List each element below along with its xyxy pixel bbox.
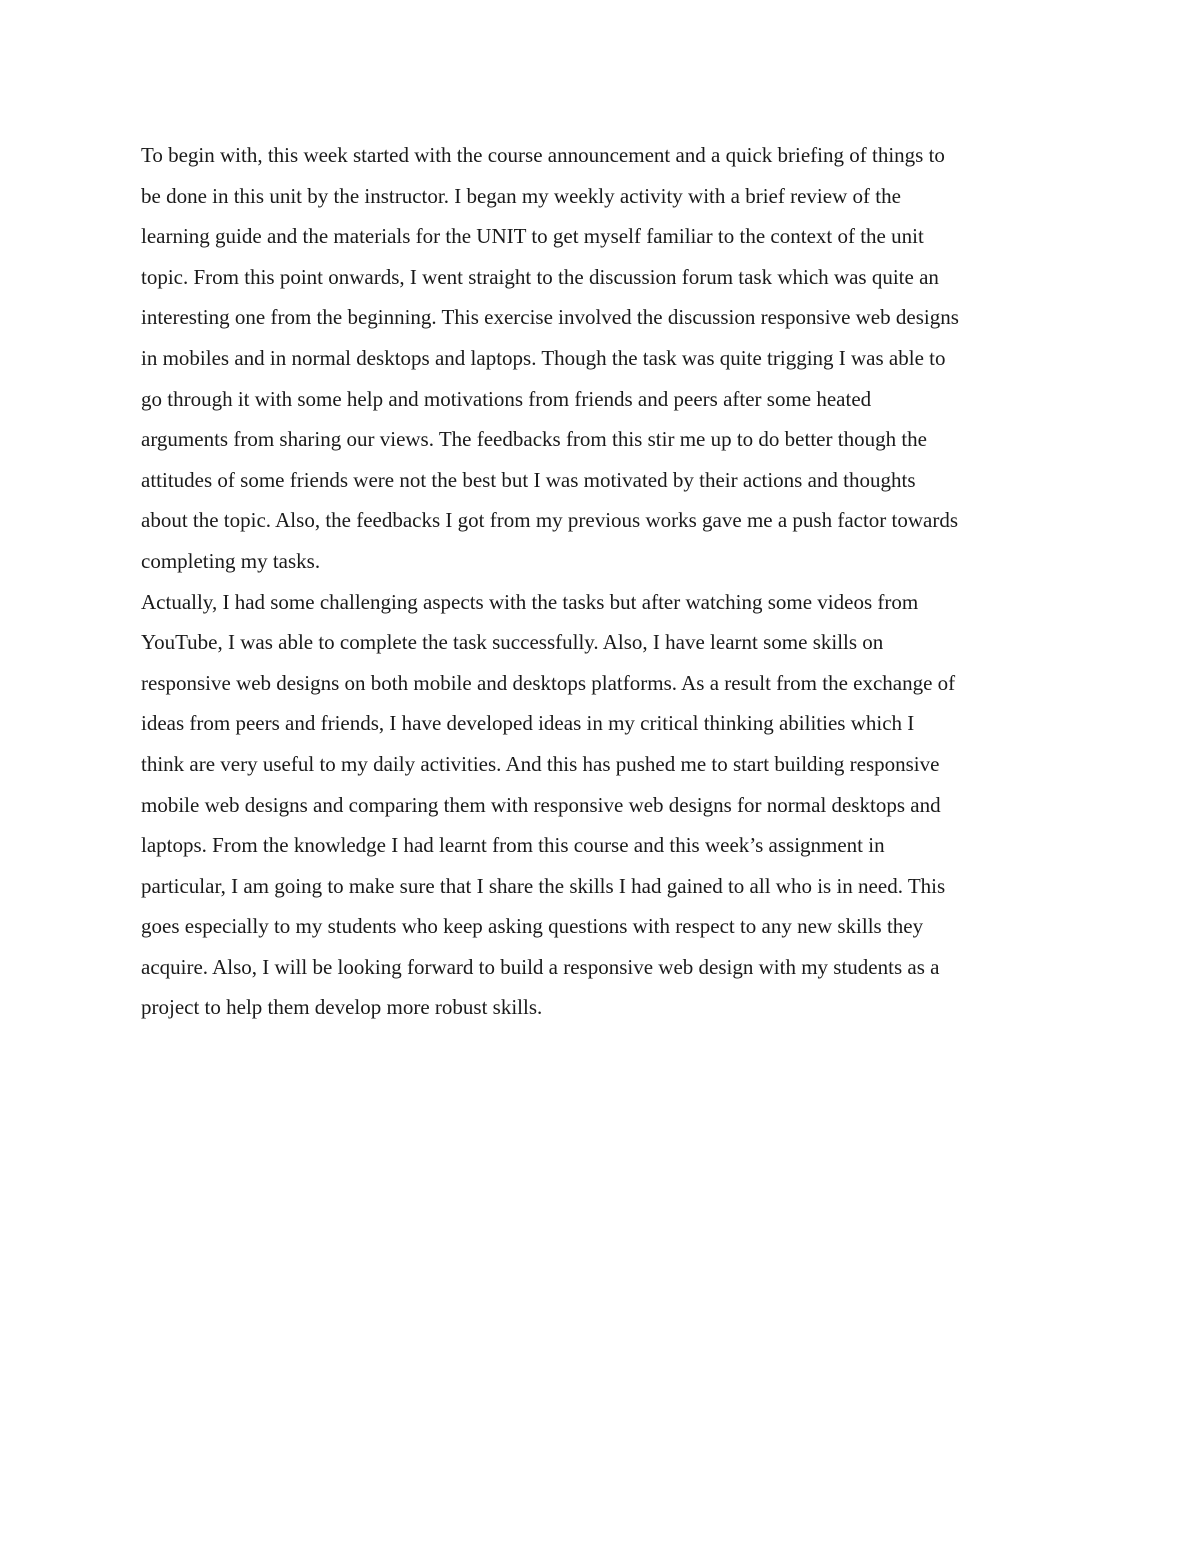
text-line: acquire. Also, I will be looking forward to build a responsive web design with my students as a: [141, 954, 940, 979]
text-line: project to help them develop more robust skills.: [141, 995, 543, 1020]
text-line: go through it with some help and motivations from friends and peers after some heated: [141, 386, 872, 411]
document-body: [141, 135, 1061, 1028]
text-line: goes especially to my students who keep asking questions with respect to any new skills they: [141, 914, 924, 939]
text-line: think are very useful to my daily activities. And this has pushed me to start building responsive: [141, 751, 940, 776]
text-line: responsive web designs on both mobile and desktops platforms. As a result from the exchange of: [141, 670, 956, 695]
text-line: be done in this unit by the instructor. I began my weekly activity with a brief review of the: [141, 183, 901, 208]
text-line: laptops. From the knowledge I had learnt from this course and this week’s assignment in: [141, 833, 885, 858]
text-line: attitudes of some friends were not the best but I was motivated by their actions and thoughts: [141, 467, 916, 492]
text-line: To begin with, this week started with the course announcement and a quick briefing of things to: [141, 143, 945, 167]
text-line: about the topic. Also, the feedbacks I got from my previous works gave me a push factor towards: [141, 508, 959, 533]
text-line: Actually, I had some challenging aspects with the tasks but after watching some videos from: [141, 589, 919, 614]
text-line: particular, I am going to make sure that I share the skills I had gained to all who is in need. This: [141, 873, 946, 898]
text-line: ideas from peers and friends, I have developed ideas in my critical thinking abilities which I: [141, 711, 915, 736]
text-line: topic. From this point onwards, I went straight to the discussion forum task which was quite an: [141, 264, 939, 289]
text-line: completing my tasks.: [141, 548, 321, 573]
text-line: interesting one from the beginning. This exercise involved the discussion responsive web designs: [141, 305, 959, 330]
text-line: learning guide and the materials for the UNIT to get myself familiar to the context of the unit: [141, 224, 924, 249]
text-line: arguments from sharing our views. The feedbacks from this stir me up to do better though the: [141, 427, 927, 452]
text-line: YouTube, I was able to complete the task successfully. Also, I have learnt some skills on: [141, 630, 884, 655]
text-line: in mobiles and in normal desktops and laptops. Though the task was quite trigging I was able to: [141, 345, 946, 370]
text-line: mobile web designs and comparing them with responsive web designs for normal desktops and: [141, 792, 941, 817]
